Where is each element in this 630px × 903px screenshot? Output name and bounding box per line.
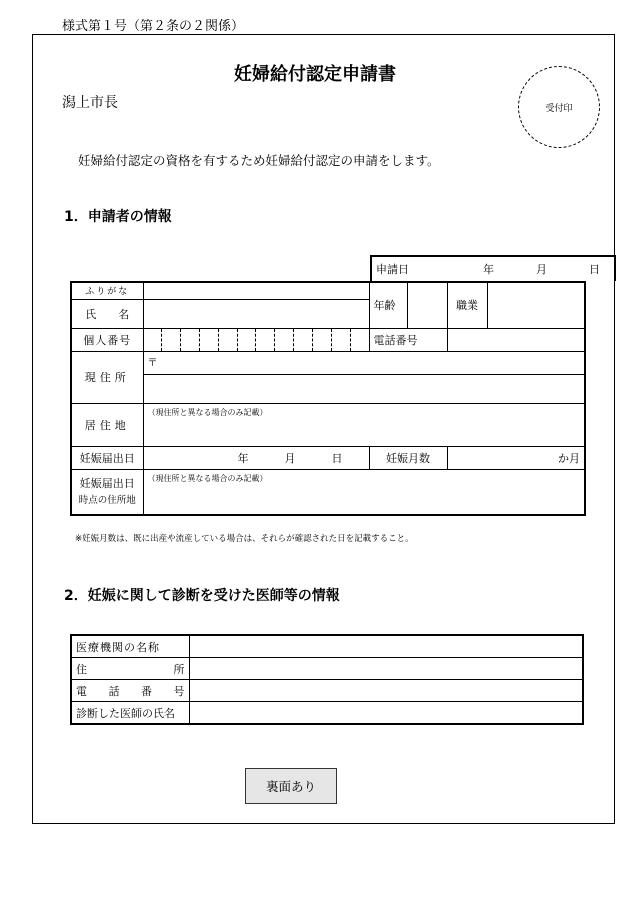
doctor-address-label-b: 所: [173, 662, 185, 676]
pregnancy-months-field[interactable]: [447, 446, 585, 469]
intro-text: 妊婦給付認定の資格を有するため妊婦給付認定の申請をします。: [78, 153, 440, 168]
current-address-label: 現住所: [71, 351, 143, 403]
doctor-phone-label: [71, 680, 189, 702]
form-title: 妊婦給付認定申請書: [234, 64, 396, 85]
doctor-name-label: 診断した医師の氏名: [71, 702, 189, 725]
application-date-day[interactable]: 日: [589, 263, 600, 276]
personal-number-field[interactable]: [143, 328, 369, 351]
doctor-name-field[interactable]: [189, 702, 583, 725]
section2-heading: 2．妊娠に関して診断を受けた医師等の情報: [64, 588, 340, 604]
application-date-year[interactable]: 年: [483, 263, 494, 276]
section1-heading: 1．申請者の情報: [64, 209, 172, 225]
current-address-field[interactable]: [143, 374, 585, 403]
furigana-field[interactable]: [143, 282, 369, 299]
doctor-phone-field[interactable]: [189, 680, 583, 702]
phone-label: 電話番号: [369, 328, 447, 351]
doctor-address-field[interactable]: [189, 658, 583, 680]
doctor-table: [70, 634, 584, 725]
report-date-month: 月: [284, 451, 296, 465]
back-side-label: 裏面あり: [265, 779, 316, 794]
addressee: 潟上市長: [62, 95, 118, 111]
application-date-month[interactable]: 月: [536, 263, 547, 276]
phone-field[interactable]: [447, 328, 585, 351]
doctor-phone-char-2: 話: [108, 684, 120, 698]
occupation-field[interactable]: [487, 282, 585, 328]
name-label: 氏 名: [71, 299, 143, 328]
doctor-phone-char-1: 電: [76, 684, 87, 698]
application-date-box: [370, 255, 616, 281]
application-date-label: 申請日: [376, 263, 409, 276]
applicant-table: [70, 281, 586, 516]
pregnancy-report-date-field[interactable]: [143, 446, 369, 469]
age-label: 年齢: [369, 282, 407, 328]
report-date-year: 年: [237, 451, 249, 465]
postal-code-field[interactable]: [143, 351, 585, 374]
months-unit: か月: [558, 451, 580, 465]
report-address-note: （現住所と異なる場合のみ記載）: [147, 473, 268, 483]
institution-label: 医療機関の名称: [71, 635, 189, 658]
furigana-label: ふりがな: [71, 282, 143, 299]
report-address-label-line2: 時点の住所地: [78, 494, 136, 506]
doctor-address-label-a: 住: [76, 662, 87, 676]
stamp-label: 受付印: [545, 103, 573, 114]
back-side-button[interactable]: [245, 768, 337, 804]
pregnancy-months-label: 妊娠月数: [369, 446, 447, 469]
report-address-label-line1: 妊娠届出日: [79, 477, 135, 491]
reception-stamp-circle: [518, 66, 600, 148]
form-number: 様式第１号（第２条の２関係）: [62, 19, 245, 34]
institution-field[interactable]: [189, 635, 583, 658]
residence-note: （現住所と異なる場合のみ記載）: [147, 407, 268, 417]
doctor-phone-char-4: 号: [173, 684, 185, 698]
pregnancy-report-date-label: 妊娠届出日: [71, 446, 143, 469]
occupation-label: 職業: [447, 282, 487, 328]
pregnancy-months-note: ※妊娠月数は、既に出産や流産している場合は、それらが確認された日を記載すること。: [75, 534, 414, 544]
age-field[interactable]: [407, 282, 447, 328]
report-date-day: 日: [331, 451, 343, 465]
doctor-phone-char-3: 番: [141, 684, 152, 698]
doctor-address-label: [71, 658, 189, 680]
postal-mark: 〒: [147, 357, 158, 369]
report-address-label: [71, 469, 143, 515]
name-field[interactable]: [143, 299, 369, 328]
personal-number-label: 個人番号: [71, 328, 143, 351]
residence-field[interactable]: [143, 403, 585, 446]
report-address-field[interactable]: [143, 469, 585, 515]
residence-label: 居住地: [71, 403, 143, 446]
